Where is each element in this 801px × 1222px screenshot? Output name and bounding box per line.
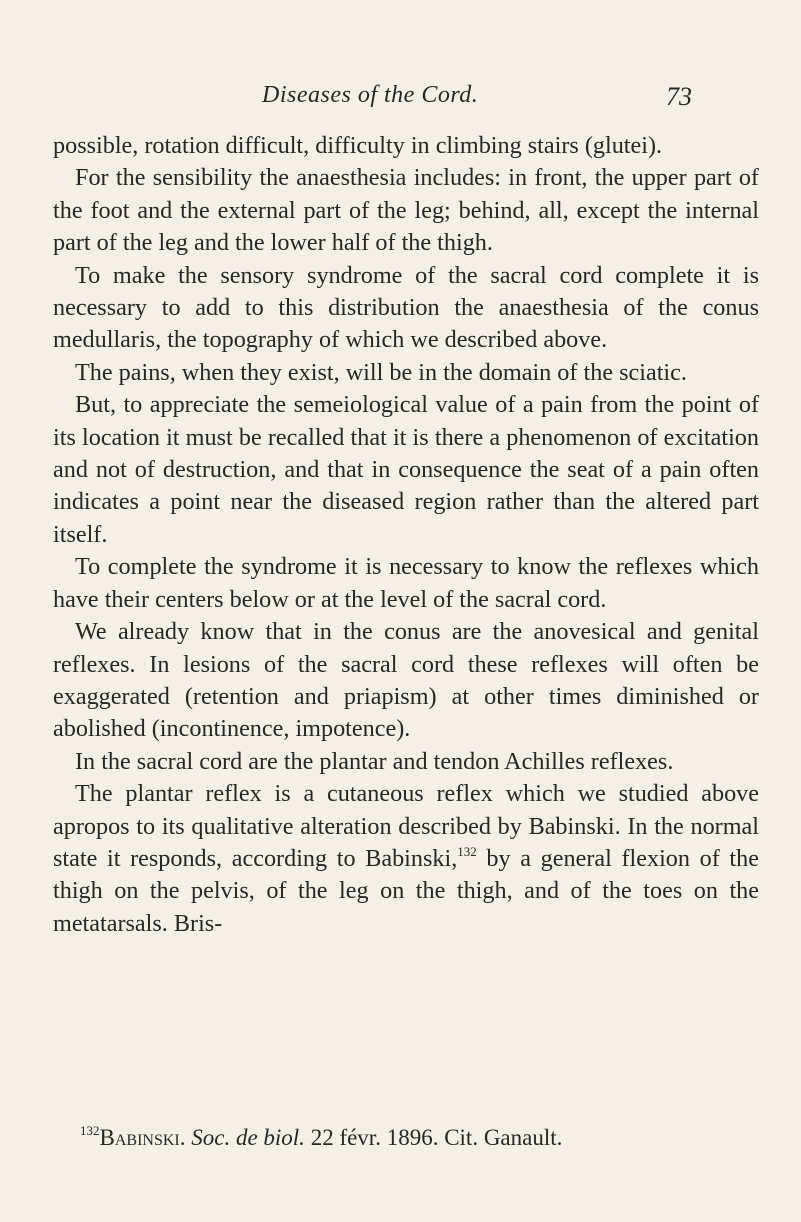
footnote [80, 1123, 760, 1153]
paragraph: For the sensibility the anaesthesia includes: in front, the upper part of the foot and the external part of the leg; behind, all, except the internal part of the leg and the lower half of the thigh. [53, 164, 759, 257]
paragraph-continued: possible, rotation difficult, difficulty in climbing stairs (glutei). [53, 132, 663, 159]
paragraph: We already know that in the conus are the anovesical and genital reflexes. In lesions of the sacral cord these reflexes will often be exaggerated (retention and priapism) at other times diminished or abolished (incontinence, impotence). [53, 618, 759, 743]
paragraph: But, to appreciate the semeiological value of a pain from the point of its location it must be recalled that it is there a phenomenon of excitation and not of destruction, and that in consequence the seat of a pain often indicates a point near the diseased region rather than the altered part itself. [53, 391, 759, 548]
paragraph: To complete the syndrome it is necessary to know the reflexes which have their centers below or at the level of the sacral cord. [53, 553, 759, 613]
running-title: Diseases of the Cord. [262, 82, 479, 108]
footnote-number: 132 [80, 1123, 100, 1138]
footnote-detail: 22 févr. 1896. Cit. Ganault. [310, 1125, 563, 1150]
paragraph: In the sacral cord are the plantar and tendon Achilles reflexes. [75, 747, 674, 775]
paragraph: To make the sensory syndrome of the sacral cord complete it is necessary to add to this distribution the anaesthesia of the conus medullaris, the topography of which we described above. [53, 261, 759, 354]
paragraph-with-reference [53, 778, 759, 940]
body-text [53, 130, 759, 940]
page-number: 73 [666, 82, 692, 111]
paragraph-text: The plantar reflex is a cutaneous reflex which we studied above apropos to its qualitative alteration described by Babinski. In the normal state it responds, according to Babinski, [53, 780, 759, 872]
footnote-reference: 132 [457, 843, 477, 859]
paragraph: The pains, when they exist, will be in the domain of the sciatic. [75, 358, 687, 386]
footnote-author: Babinski. [99, 1125, 186, 1150]
footnote-source: Soc. de biol. [191, 1125, 305, 1150]
page-header [0, 82, 801, 116]
paragraph-text: by a general flexion of the thigh on the pelvis, of the leg on the thigh, and of the toes on the metatarsals. Bris- [53, 844, 759, 937]
